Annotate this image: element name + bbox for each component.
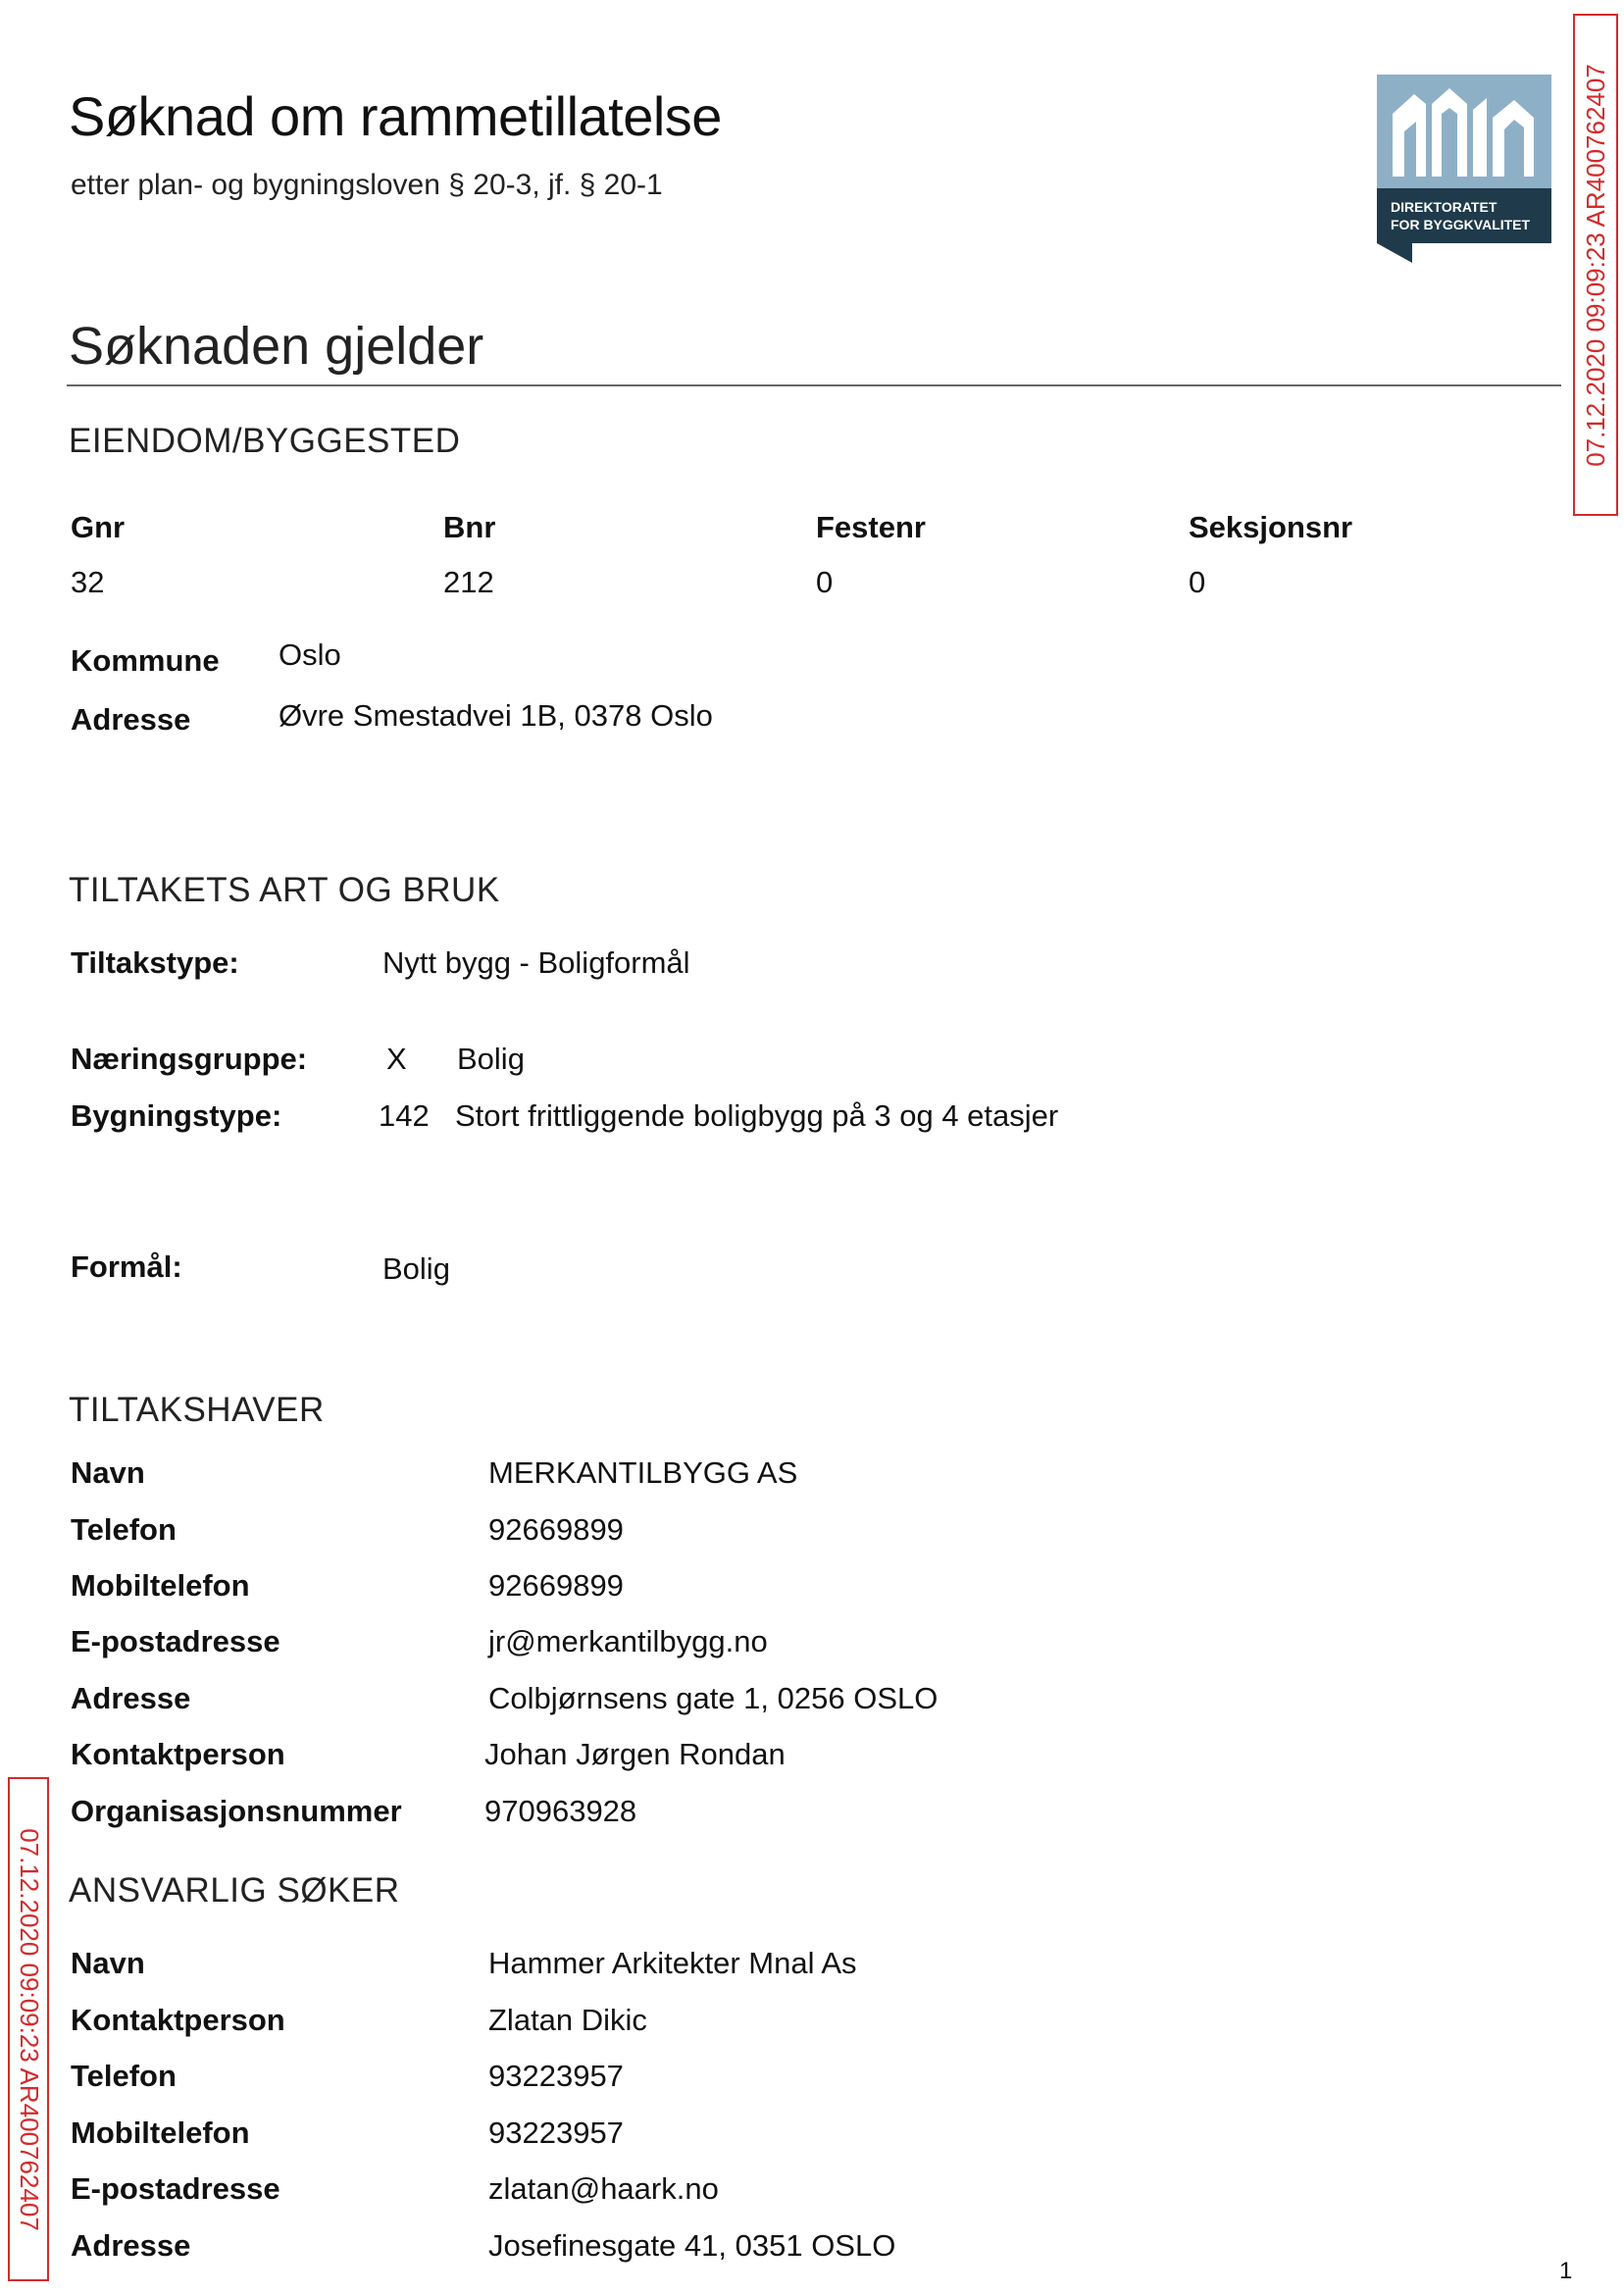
svg-text:DIREKTORATET: DIREKTORATET [1391,199,1497,215]
soker-telefon-value: 93223957 [488,2059,624,2093]
soker-epost-value: zlatan@haark.no [488,2171,719,2206]
dibk-logo [1377,75,1551,263]
bygningstype-label: Bygningstype: [71,1098,282,1133]
tiltakshaver-adresse-label: Adresse [71,1681,191,1715]
tiltakshaver-kontakt-value: Johan Jørgen Rondan [484,1737,786,1771]
section-title-ansvarlig-soker: ANSVARLIG SØKER [69,1871,400,1910]
naeringsgruppe-value: Bolig [457,1042,525,1076]
kommune-value: Oslo [279,637,341,672]
tiltakshaver-kontakt-label: Kontaktperson [71,1737,285,1771]
tiltakshaver-navn-label: Navn [71,1455,145,1490]
page-number: 1 [1559,2258,1573,2284]
formal-label: Formål: [71,1249,182,1284]
kommune-label: Kommune [71,643,220,678]
heading-divider [67,384,1561,386]
document-stamp-bottom [8,1777,49,2281]
stamp-text: 07.12.2020 09:09:23 AR400762407 [1580,63,1610,467]
tiltakstype-label: Tiltakstype: [71,945,239,980]
section-title-tiltak: TILTAKETS ART OG BRUK [69,871,500,909]
soker-kontakt-label: Kontaktperson [71,2003,285,2037]
bnr-label: Bnr [443,510,496,544]
section-title-eiendom: EIENDOM/BYGGESTED [69,422,461,460]
section-heading: Søknaden gjelder [69,317,484,376]
tiltakshaver-telefon-value: 92669899 [488,1512,624,1547]
tiltakshaver-orgnr-label: Organisasjonsnummer [71,1794,402,1828]
soker-navn-value: Hammer Arkitekter Mnal As [488,1946,857,1980]
festenr-value: 0 [816,565,834,599]
bygningstype-code: 142 [379,1098,430,1133]
tiltakshaver-mobil-label: Mobiltelefon [71,1568,250,1603]
soker-navn-label: Navn [71,1946,145,1980]
document-stamp-top [1573,14,1618,516]
naeringsgruppe-code: X [386,1042,407,1076]
gnr-value: 32 [71,565,105,599]
naeringsgruppe-label: Næringsgruppe: [71,1042,308,1076]
tiltakshaver-epost-label: E-postadresse [71,1624,280,1658]
soker-mobil-label: Mobiltelefon [71,2116,250,2150]
adresse-value: Øvre Smestadvei 1B, 0378 Oslo [279,698,713,733]
festenr-label: Festenr [816,510,926,544]
soker-adresse-value: Josefinesgate 41, 0351 OSLO [488,2228,896,2263]
tiltakshaver-mobil-value: 92669899 [488,1568,624,1603]
tiltakshaver-navn-value: MERKANTILBYGG AS [488,1455,798,1490]
tiltakshaver-adresse-value: Colbjørnsens gate 1, 0256 OSLO [488,1681,939,1715]
formal-value: Bolig [382,1251,450,1286]
dibk-logo-icon [1377,75,1551,263]
adresse-label: Adresse [71,702,191,737]
bnr-value: 212 [443,565,494,599]
soker-epost-label: E-postadresse [71,2171,280,2206]
document-subtitle: etter plan- og bygningsloven § 20-3, jf. § 20-1 [71,169,663,201]
tiltakshaver-orgnr-value: 970963928 [484,1794,637,1828]
soker-kontakt-value: Zlatan Dikic [488,2003,647,2037]
tiltakshaver-telefon-label: Telefon [71,1512,177,1547]
soker-adresse-label: Adresse [71,2228,191,2263]
seksjonsnr-label: Seksjonsnr [1189,510,1353,544]
svg-text:FOR BYGGKVALITET: FOR BYGGKVALITET [1391,217,1531,232]
stamp-text: 07.12.2020 09:09:23 AR400762407 [14,1827,44,2231]
tiltakstype-value: Nytt bygg - Boligformål [382,945,690,980]
seksjonsnr-value: 0 [1189,565,1206,599]
soker-mobil-value: 93223957 [488,2116,624,2150]
gnr-label: Gnr [71,510,126,544]
soker-telefon-label: Telefon [71,2059,177,2093]
bygningstype-value: Stort frittliggende boligbygg på 3 og 4 etasjer [455,1098,1059,1133]
document-title: Søknad om rammetillatelse [69,85,722,147]
section-title-tiltakshaver: TILTAKSHAVER [69,1391,325,1429]
tiltakshaver-epost-value: jr@merkantilbygg.no [488,1624,768,1658]
